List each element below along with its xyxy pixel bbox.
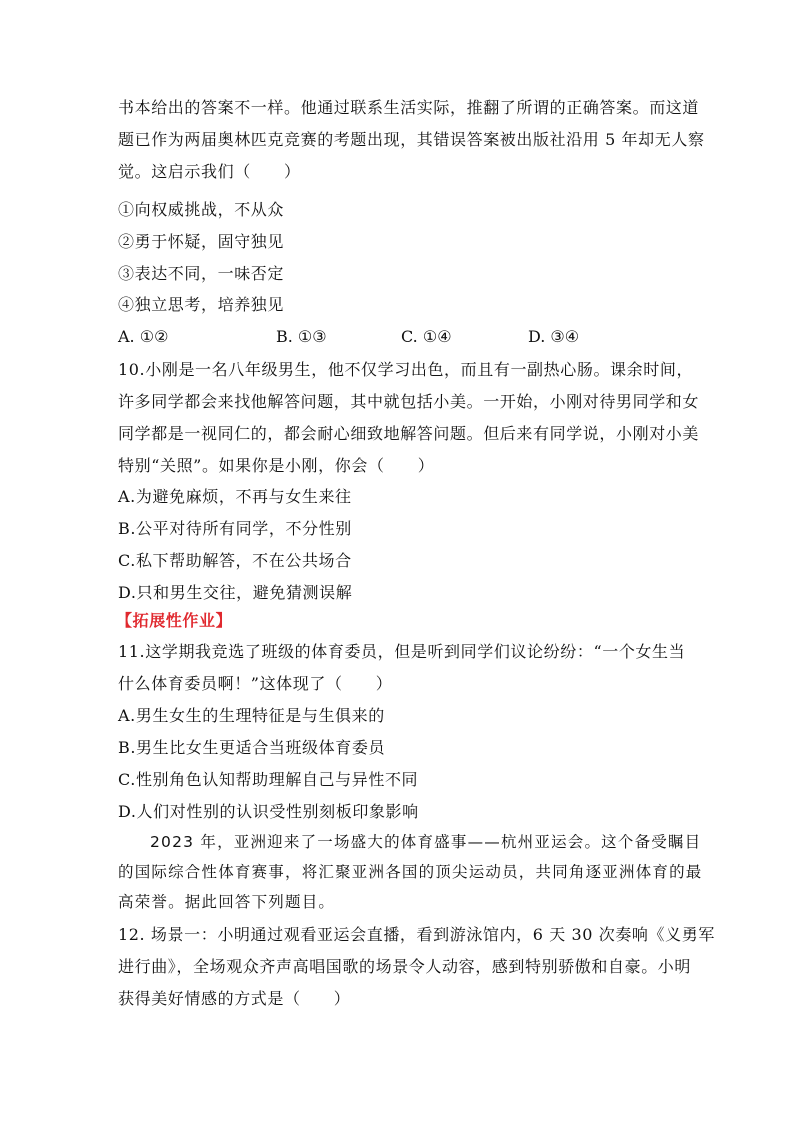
q11-option-c: C.性别角色认知帮助理解自己与异性不同	[118, 770, 419, 789]
q10-line-3: 同学都是一视同仁的，都会耐心细致地解答问题。但后来有同学说，小刚对小美	[118, 424, 700, 443]
q11-option-b: B.男生比女生更适合当班级体育委员	[118, 738, 386, 757]
q12-line-1: 12. 场景一：小明通过观看亚运会直播，看到游泳馆内，6 天 30 次奏响《义勇军	[118, 925, 715, 944]
q11-option-a: A.男生女生的生理特征是与生俱来的	[118, 706, 385, 725]
passage-line-2: 的国际综合性体育赛事，将汇聚亚洲各国的顶尖运动员，共同角逐亚洲体育的最	[118, 863, 703, 881]
q11-line-2: 什么体育委员啊！”这体现了（ ）	[118, 674, 393, 693]
q9-option-b: B. ①③	[276, 327, 327, 346]
q9-item-3: ③表达不同，一味否定	[118, 264, 285, 283]
q10-option-a: A.为避免麻烦，不再与女生来往	[118, 487, 352, 506]
passage-line-1: 2023 年，亚洲迎来了一场盛大的体育盛事——杭州亚运会。这个备受瞩目	[150, 833, 702, 851]
q10-option-b: B.公平对待所有同学，不分性别	[118, 519, 352, 538]
q9-option-c: C. ①④	[401, 327, 452, 346]
q9-option-a: A. ①②	[118, 327, 169, 346]
q10-option-c: C.私下帮助解答，不在公共场合	[118, 551, 352, 570]
q9-line-3: 觉。这启示我们（ ）	[118, 162, 301, 181]
q9-item-1: ①向权威挑战，不从众	[118, 200, 285, 219]
section-heading: 【拓展性作业】	[116, 611, 233, 630]
q10-option-d: D.只和男生交往，避免猜测误解	[118, 583, 353, 602]
q9-options	[118, 327, 688, 347]
q9-item-2: ②勇于怀疑，固守独见	[118, 232, 285, 251]
q11-line-1: 11.这学期我竞选了班级的体育委员，但是听到同学们议论纷纷：“一个女生当	[118, 642, 686, 661]
q10-line-2: 许多同学都会来找他解答问题，其中就包括小美。一开始，小刚对待男同学和女	[118, 392, 700, 411]
q9-item-4: ④独立思考，培养独见	[118, 295, 285, 314]
q12-line-2: 进行曲》，全场观众齐声高唱国歌的场景令人动容，感到特别骄傲和自豪。小明	[118, 957, 692, 976]
passage-line-3: 高荣誉。据此回答下列题目。	[118, 893, 336, 911]
q11-option-d: D.人们对性别的认识受性别刻板印象影响	[118, 802, 419, 821]
q10-line-1: 10.小刚是一名八年级男生，他不仅学习出色，而且有一副热心肠。课余时间，	[118, 360, 694, 379]
q10-line-4: 特别“关照”。如果你是小刚，你会（ ）	[118, 456, 435, 475]
q9-option-d: D. ③④	[528, 327, 580, 346]
q9-line-2: 题已作为两届奥林匹克竞赛的考题出现，其错误答案被出版社沿用 5 年却无人察	[118, 130, 705, 149]
q9-line-1: 书本给出的答案不一样。他通过联系生活实际，推翻了所谓的正确答案。而这道	[118, 98, 700, 117]
q12-line-3: 获得美好情感的方式是（ ）	[118, 989, 351, 1008]
